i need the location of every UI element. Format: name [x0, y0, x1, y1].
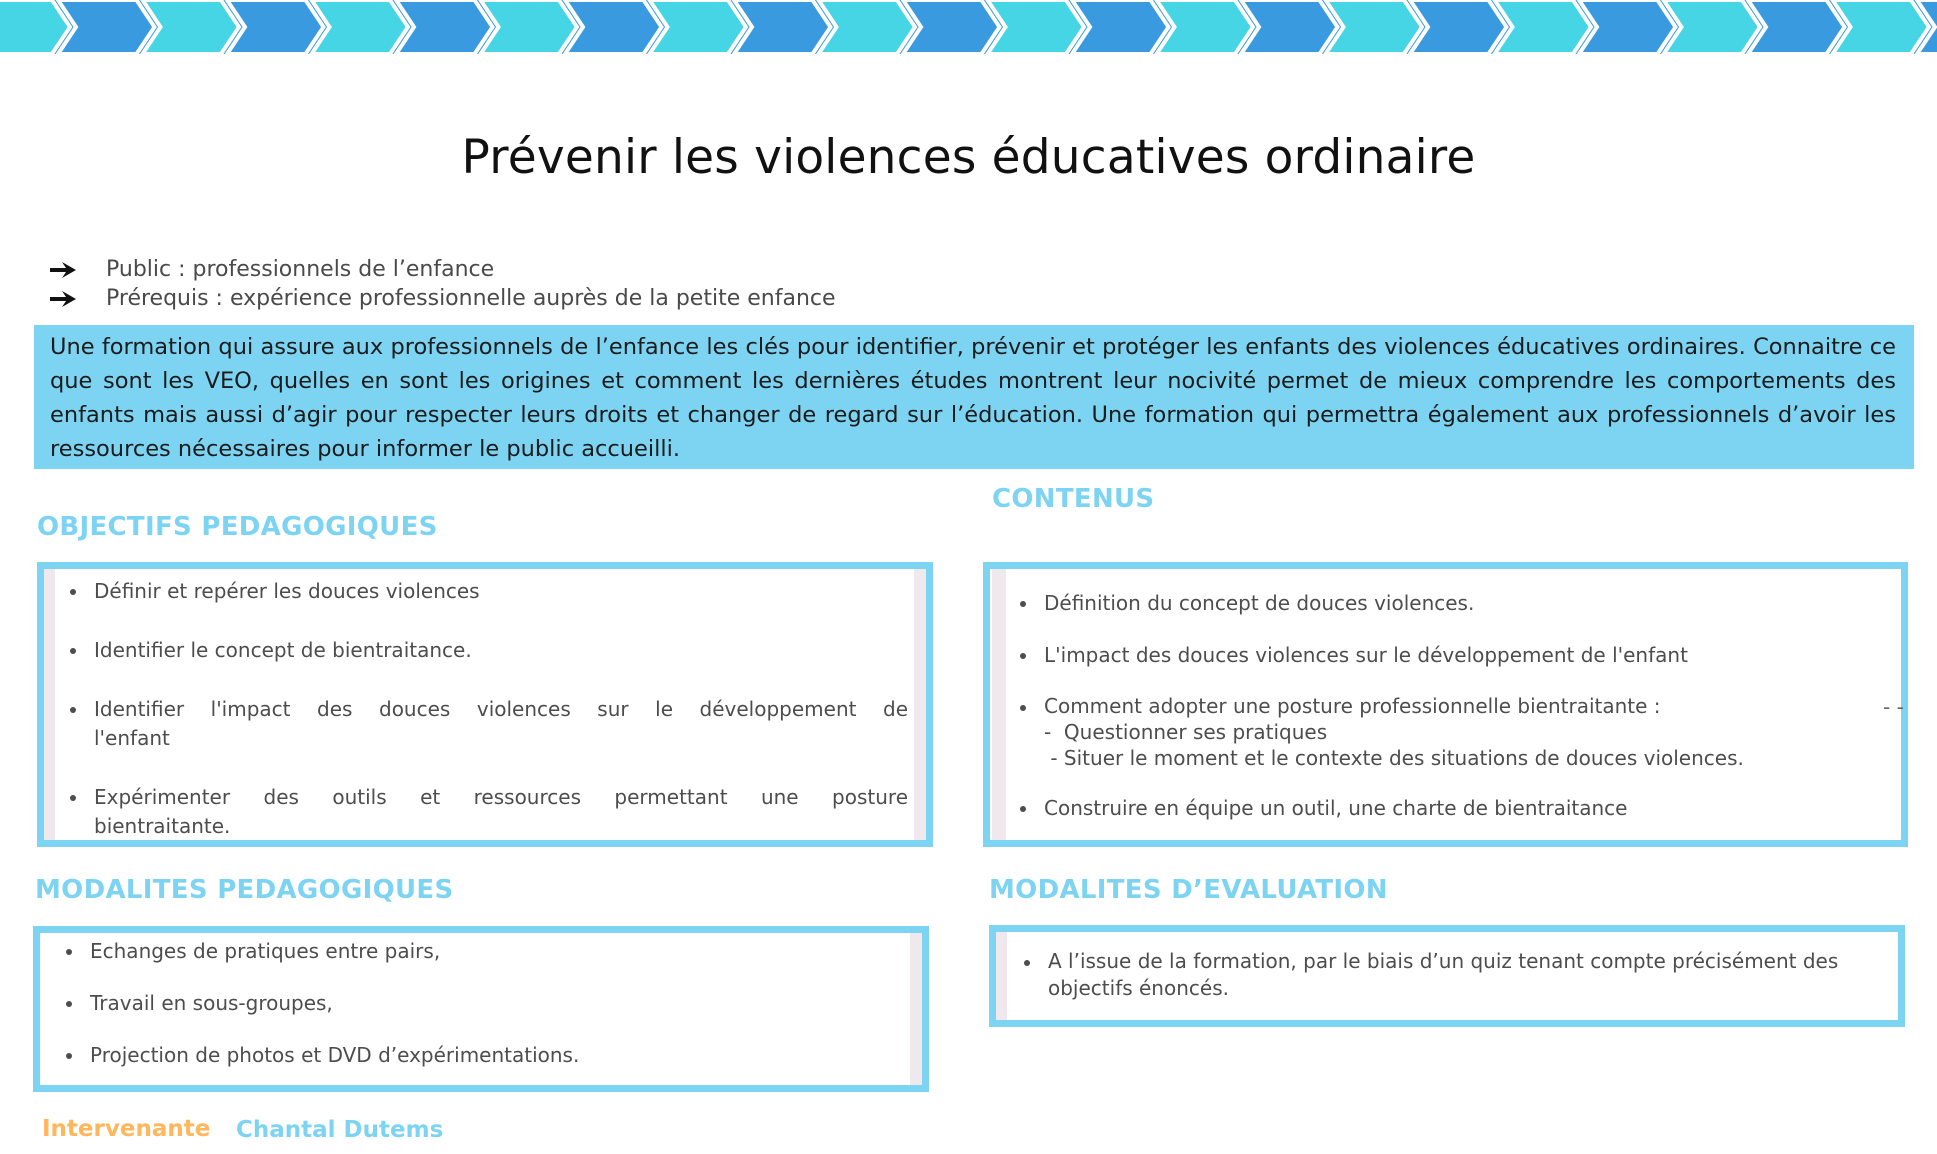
meta-public-text: Public : professionnels de l’enfance [106, 257, 495, 282]
list-item: Echanges de pratiques entre pairs, [52, 937, 902, 966]
bullet-icon [1020, 601, 1026, 607]
modalites-pedagogiques-list [52, 937, 902, 1070]
description-band [34, 325, 1914, 469]
chevron-shape [0, 0, 70, 54]
box-margin-strip [914, 569, 926, 840]
stray-dashes: - - [1883, 695, 1904, 719]
meta-public [48, 255, 836, 284]
bullet-icon [1024, 960, 1030, 966]
bullet-icon [66, 1001, 72, 1007]
list-item: Projection de photos et DVD d’expérimentations. [52, 1041, 902, 1070]
arrow-right-icon [48, 260, 78, 280]
bullet-icon [70, 795, 76, 801]
bullet-icon [1020, 806, 1026, 812]
bullet-icon [1020, 653, 1026, 659]
objectifs-box [37, 562, 933, 847]
modalites-pedagogiques-box [33, 926, 929, 1092]
bullet-icon [70, 707, 76, 713]
box-margin-strip [996, 932, 1007, 1020]
list-item: Définir et repérer les douces violences [56, 577, 908, 606]
meta-prerequis-text: Prérequis : expérience professionnelle auprès de la petite enfance [106, 286, 836, 311]
box-margin-strip [44, 569, 55, 840]
modalites-evaluation-heading: MODALITES D’EVALUATION [989, 875, 1388, 905]
intervenante-name: Chantal Dutems [236, 1117, 444, 1143]
box-margin-strip [992, 569, 1006, 840]
contenus-list [1006, 589, 1886, 823]
bullet-icon [70, 648, 76, 654]
list-item: Définition du concept de douces violences. [1006, 589, 1886, 618]
list-item: Expérimenter des outils et ressources permettant une posture bientraitante. [56, 783, 908, 841]
list-item: L'impact des douces violences sur le développement de l'enfant [1006, 641, 1886, 670]
sub-item: - Situer le moment et le contexte des situations de douces violences. [1044, 746, 1744, 770]
objectifs-heading: OBJECTIFS PEDAGOGIQUES [37, 512, 438, 542]
description-text: Une formation qui assure aux professionnels de l’enfance les clés pour identifier, prévenir et protéger les enfants des violences éducatives ordinaires. Connaitre ce que sont les VEO, quelles en sont les origines et comment les dernières études montrent leur nocivité permet de mieux comprendre les comportements des enfants mais aussi d’agir pour respecter leurs droits et changer de regard sur l’éducation. Une formation qui permettra également aux professionnels d’avoir les ressources nécessaires pour informer le public accueilli. [50, 334, 1896, 462]
modalites-evaluation-box [989, 925, 1905, 1027]
list-item: Travail en sous-groupes, [52, 989, 902, 1018]
chevron-band-decoration [0, 0, 1937, 56]
list-item: Identifier le concept de bientraitance. [56, 636, 908, 665]
box-margin-strip [910, 933, 922, 1085]
bullet-icon [70, 589, 76, 595]
bullet-icon [66, 949, 72, 955]
page-title: Prévenir les violences éducatives ordinaire [461, 130, 1476, 185]
objectifs-list [56, 577, 908, 841]
list-item: Identifier l'impact des douces violences sur le développement de l'enfant [56, 695, 908, 753]
chevron-band-icon [0, 0, 1937, 56]
bullet-icon [66, 1053, 72, 1059]
arrow-right-icon [48, 289, 78, 309]
meta-list [48, 255, 836, 313]
meta-prerequis [48, 284, 836, 313]
sub-item: - Questionner ses pratiques [1044, 720, 1328, 744]
modalites-pedagogiques-heading: MODALITES PEDAGOGIQUES [35, 875, 454, 905]
modalites-evaluation-list [1010, 948, 1880, 1002]
bullet-icon [1020, 705, 1026, 711]
list-item: A l’issue de la formation, par le biais d’un quiz tenant compte précisément des objectifs énoncés. [1010, 948, 1880, 1002]
intervenante-label: Intervenante [42, 1116, 211, 1142]
contenus-heading: CONTENUS [992, 484, 1155, 514]
contenus-box [983, 562, 1908, 847]
list-item: Construire en équipe un outil, une charte de bientraitance [1006, 794, 1886, 823]
list-item: Comment adopter une posture professionnelle bientraitante : - Questionner ses pratiques - Situer le moment et le contexte des situations de douces violences. [1006, 693, 1886, 771]
